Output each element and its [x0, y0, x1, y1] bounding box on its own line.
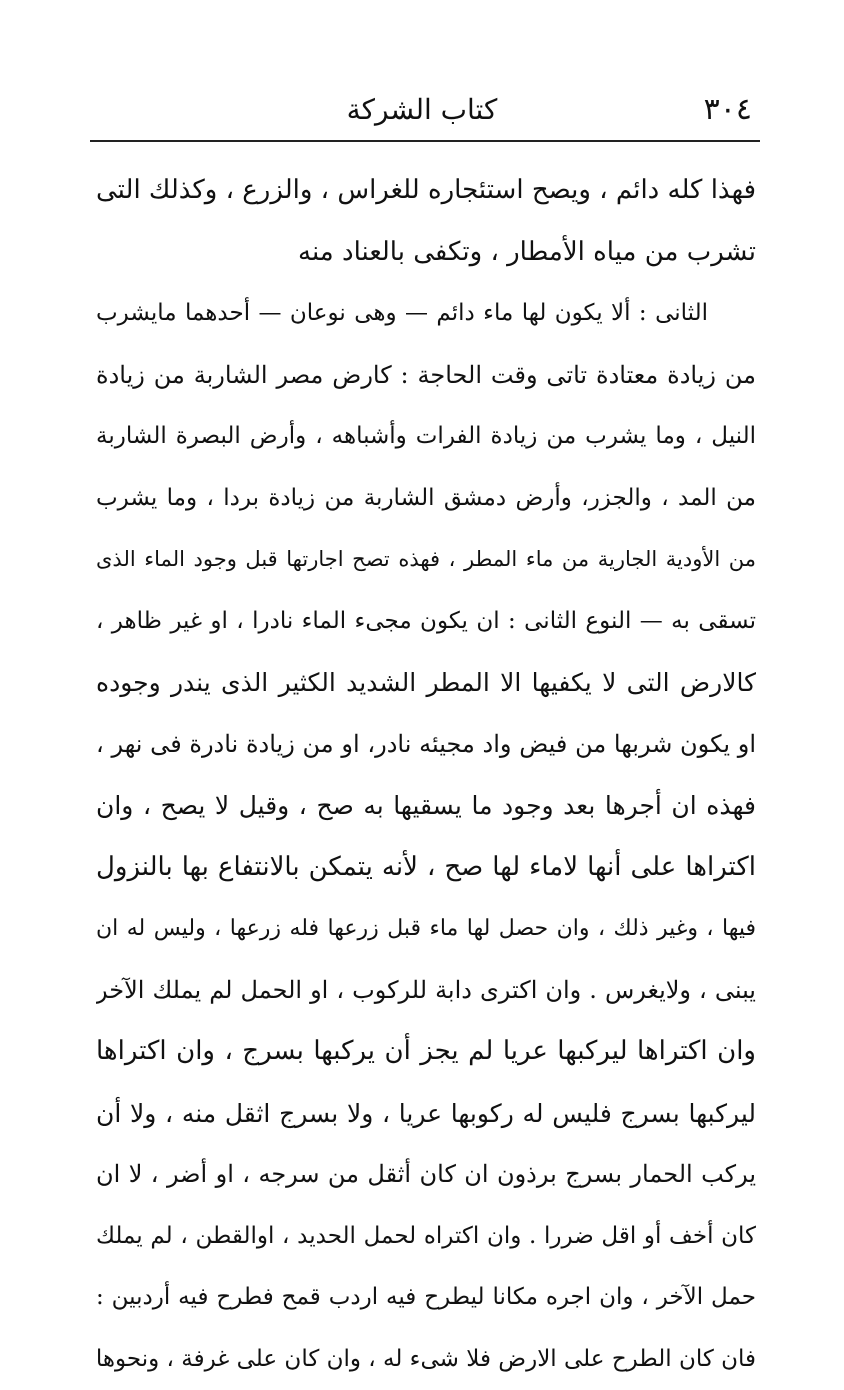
text-line: تسقى به — النوع الثانى : ان يكون مجىء الماء نادرا ، او غير ظاهر ، [96, 591, 756, 653]
text-line: اكتراها على أنها لاماء لها صح ، لأنه يتمكن بالانتفاع بها بالنزول [96, 837, 756, 899]
text-line: من زيادة معتادة تاتى وقت الحاجة : كارض مصر الشاربة من زيادة [96, 345, 756, 407]
page-header [92, 90, 752, 130]
running-title: كتاب الشركة [92, 90, 752, 130]
text-line: كالارض التى لا يكفيها الا المطر الشديد الكثير الذى يندر وجوده [96, 652, 756, 714]
text-line: فان كان الطرح على الارض فلا شىء له ، وان كان على غرفة ، ونحوها [96, 1329, 756, 1390]
text-line: فيها ، وغير ذلك ، وان حصل لها ماء قبل زرعها فله زرعها ، وليس له ان [96, 898, 756, 960]
text-line: وان اكتراها ليركبها عريا لم يجز أن يركبها بسرج ، وان اكتراها [96, 1021, 756, 1083]
text-line: من المد ، والجزر، وأرض دمشق الشاربة من زيادة بردا ، وما يشرب [96, 468, 756, 530]
text-line: النيل ، وما يشرب من زيادة الفرات وأشباهه ، وأرض البصرة الشاربة [96, 406, 756, 468]
body-text [96, 160, 756, 1390]
text-line: من الأودية الجارية من ماء المطر ، فهذه تصح اجارتها قبل وجود الماء الذى [96, 529, 756, 591]
text-line: فهذا كله دائم ، ويصح استئجاره للغراس ، والزرع ، وكذلك التى [96, 160, 756, 222]
text-line: حمل الآخر ، وان اجره مكانا ليطرح فيه اردب قمح فطرح فيه أردبين : [96, 1267, 756, 1329]
text-line: الثانى : ألا يكون لها ماء دائم — وهى نوعان — أحدهما مايشرب [96, 283, 756, 345]
text-line: يبنى ، ولايغرس . وان اكترى دابة للركوب ، او الحمل لم يملك الآخر [96, 960, 756, 1022]
text-line: فهذه ان أجرها بعد وجود ما يسقيها به صح ، وقيل لا يصح ، وان [96, 775, 756, 837]
text-line: يركب الحمار بسرج برذون ان كان أثقل من سرجه ، او أضر ، لا ان [96, 1144, 756, 1206]
text-line: كان أخف أو اقل ضررا . وان اكتراه لحمل الحديد ، اوالقطن ، لم يملك [96, 1206, 756, 1268]
header-rule [90, 140, 760, 142]
text-line: ليركبها بسرج فليس له ركوبها عريا ، ولا بسرج اثقل منه ، ولا أن [96, 1083, 756, 1145]
text-line: تشرب من مياه الأمطار ، وتكفى بالعناد منه [96, 222, 756, 284]
text-line: او يكون شربها من فيض واد مجيئه نادر، او من زيادة نادرة فى نهر ، [96, 714, 756, 776]
page-number: ٣٠٤ [704, 90, 752, 130]
